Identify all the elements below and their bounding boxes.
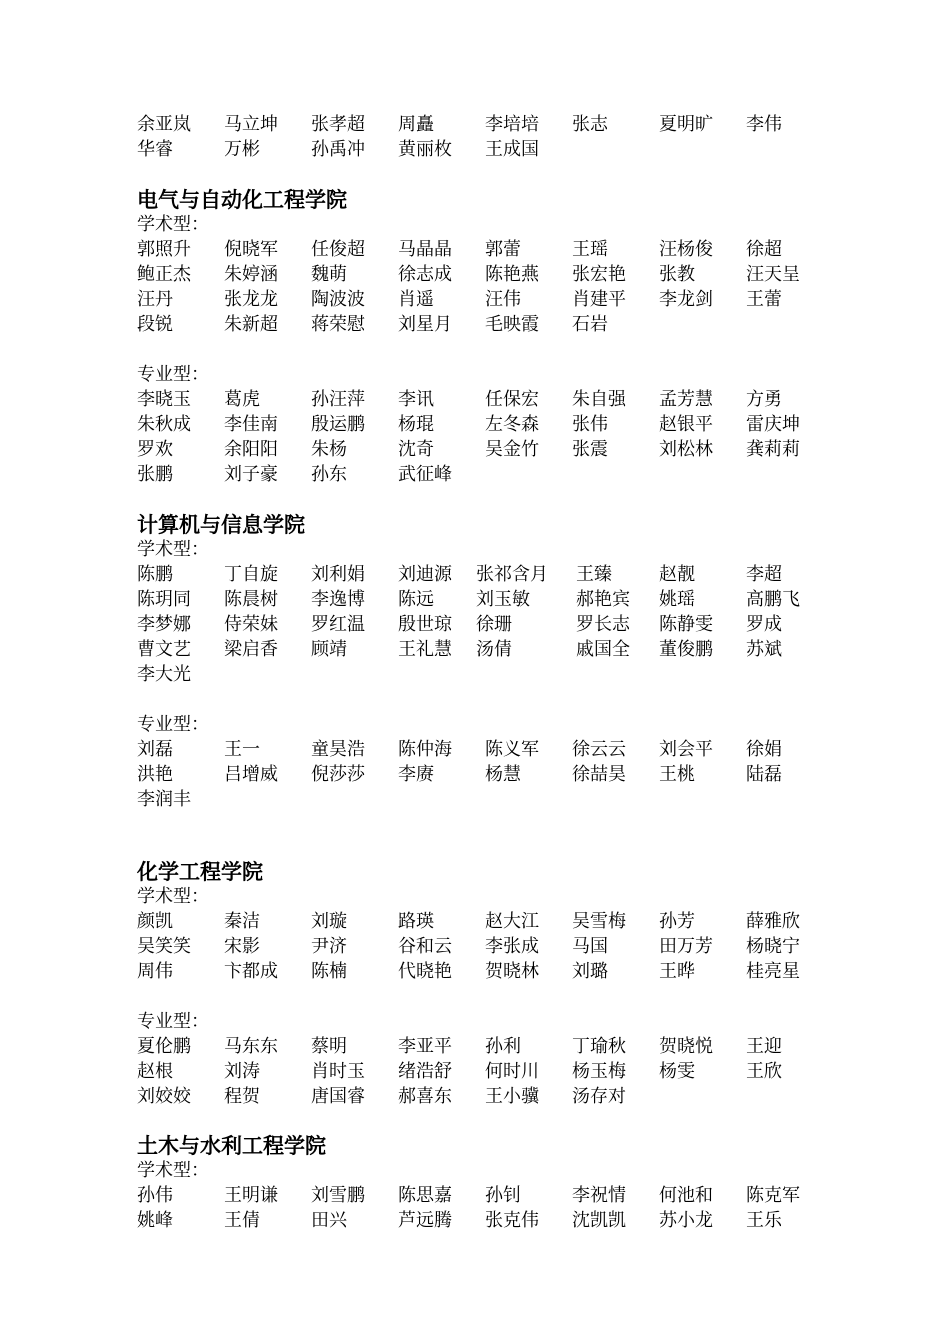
name-cell: 路瑛 xyxy=(398,911,434,932)
name-cell: 朱婷涵 xyxy=(224,264,278,285)
name-row xyxy=(0,437,950,462)
name-cell: 孙禹冲 xyxy=(311,139,365,160)
section-heading: 化学工程学院 xyxy=(137,860,263,884)
name-cell: 丁自旋 xyxy=(224,564,278,585)
name-cell: 郝喜东 xyxy=(398,1086,452,1107)
name-cell: 刘雪鹏 xyxy=(311,1185,365,1206)
name-cell: 苏小龙 xyxy=(659,1210,713,1231)
group-label: 学术型： xyxy=(137,539,209,560)
name-cell: 陈义军 xyxy=(485,739,539,760)
name-cell: 夏伦鹏 xyxy=(137,1036,191,1057)
name-cell: 陈艳燕 xyxy=(485,264,539,285)
name-row xyxy=(0,737,950,762)
name-cell: 郭照升 xyxy=(137,239,191,260)
name-cell: 李张成 xyxy=(485,936,539,957)
name-cell: 陈楠 xyxy=(311,961,347,982)
name-row xyxy=(0,959,950,984)
name-cell: 刘利娟 xyxy=(311,564,365,585)
name-cell: 方勇 xyxy=(746,389,782,410)
name-cell: 王桃 xyxy=(659,764,695,785)
name-cell: 孙芳 xyxy=(659,911,695,932)
name-cell: 刘星月 xyxy=(398,314,452,335)
name-cell: 黄丽枚 xyxy=(398,139,452,160)
name-row xyxy=(0,1208,950,1233)
name-row xyxy=(0,762,950,787)
name-cell: 余阳阳 xyxy=(224,439,278,460)
name-cell: 朱秋成 xyxy=(137,414,191,435)
name-cell: 刘玉敏 xyxy=(476,589,530,610)
name-cell: 杨玉梅 xyxy=(572,1061,626,1082)
name-cell: 殷世琼 xyxy=(398,614,452,635)
name-cell: 程贺 xyxy=(224,1086,260,1107)
name-cell: 徐超 xyxy=(746,239,782,260)
name-cell: 徐珊 xyxy=(476,614,512,635)
name-cell: 朱新超 xyxy=(224,314,278,335)
name-cell: 郝艳宾 xyxy=(576,589,630,610)
name-cell: 陈鹏 xyxy=(137,564,173,585)
name-cell: 王欣 xyxy=(746,1061,782,1082)
name-cell: 姚瑶 xyxy=(659,589,695,610)
name-cell: 陈仲海 xyxy=(398,739,452,760)
name-cell: 李祝情 xyxy=(572,1185,626,1206)
name-cell: 宋影 xyxy=(224,936,260,957)
name-cell: 高鹏飞 xyxy=(746,589,800,610)
name-cell: 刘会平 xyxy=(659,739,713,760)
name-cell: 孙钊 xyxy=(485,1185,521,1206)
name-cell: 刘磊 xyxy=(137,739,173,760)
name-cell: 杨雯 xyxy=(659,1061,695,1082)
name-cell: 李讯 xyxy=(398,389,434,410)
name-cell: 张龙龙 xyxy=(224,289,278,310)
name-cell: 王臻 xyxy=(576,564,612,585)
name-cell: 唐国睿 xyxy=(311,1086,365,1107)
name-row xyxy=(0,1034,950,1059)
name-cell: 童昊浩 xyxy=(311,739,365,760)
group-label: 学术型： xyxy=(137,1160,209,1181)
name-cell: 张志 xyxy=(572,114,608,135)
name-cell: 毛映霞 xyxy=(485,314,539,335)
name-cell: 杨琨 xyxy=(398,414,434,435)
name-row xyxy=(0,1183,950,1208)
name-row xyxy=(0,462,950,487)
name-cell: 陈思嘉 xyxy=(398,1185,452,1206)
name-cell: 贺晓林 xyxy=(485,961,539,982)
name-cell: 王礼慧 xyxy=(398,639,452,660)
name-cell: 张鹏 xyxy=(137,464,173,485)
name-cell: 吴金竹 xyxy=(485,439,539,460)
name-cell: 丁瑜秋 xyxy=(572,1036,626,1057)
name-row xyxy=(0,934,950,959)
name-cell: 魏萌 xyxy=(311,264,347,285)
name-row xyxy=(0,587,950,612)
name-row xyxy=(0,262,950,287)
name-cell: 刘子豪 xyxy=(224,464,278,485)
name-cell: 李伟 xyxy=(746,114,782,135)
name-cell: 刘松林 xyxy=(659,439,713,460)
name-cell: 马立坤 xyxy=(224,114,278,135)
name-cell: 王一 xyxy=(224,739,260,760)
name-cell: 肖时玉 xyxy=(311,1061,365,1082)
name-cell: 李佳南 xyxy=(224,414,278,435)
name-cell: 陈晨树 xyxy=(224,589,278,610)
name-cell: 朱杨 xyxy=(311,439,347,460)
name-row xyxy=(0,287,950,312)
name-cell: 鲍正杰 xyxy=(137,264,191,285)
name-cell: 陈静雯 xyxy=(659,614,713,635)
name-cell: 刘迪源 xyxy=(398,564,452,585)
name-cell: 殷运鹏 xyxy=(311,414,365,435)
name-cell: 倪莎莎 xyxy=(311,764,365,785)
section-heading: 土木与水利工程学院 xyxy=(137,1134,326,1158)
group-label: 学术型： xyxy=(137,214,209,235)
name-cell: 桂亮星 xyxy=(746,961,800,982)
name-cell: 雷庆坤 xyxy=(746,414,800,435)
name-cell: 李梦娜 xyxy=(137,614,191,635)
name-row xyxy=(0,1084,950,1109)
name-cell: 马东东 xyxy=(224,1036,278,1057)
name-cell: 陈克军 xyxy=(746,1185,800,1206)
name-cell: 何时川 xyxy=(485,1061,539,1082)
name-cell: 尹济 xyxy=(311,936,347,957)
name-cell: 马晶晶 xyxy=(398,239,452,260)
name-cell: 李亚平 xyxy=(398,1036,452,1057)
name-cell: 田兴 xyxy=(311,1210,347,1231)
name-cell: 王晔 xyxy=(659,961,695,982)
name-cell: 孟芳慧 xyxy=(659,389,713,410)
name-row xyxy=(0,237,950,262)
name-cell: 苏斌 xyxy=(746,639,782,660)
name-cell: 孙伟 xyxy=(137,1185,173,1206)
name-cell: 王乐 xyxy=(746,1210,782,1231)
name-cell: 刘璐 xyxy=(572,961,608,982)
name-cell: 李润丰 xyxy=(137,789,191,810)
name-cell: 汪杨俊 xyxy=(659,239,713,260)
name-cell: 罗红温 xyxy=(311,614,365,635)
name-cell: 孙利 xyxy=(485,1036,521,1057)
name-cell: 张震 xyxy=(572,439,608,460)
name-cell: 汪丹 xyxy=(137,289,173,310)
name-cell: 徐娟 xyxy=(746,739,782,760)
name-cell: 代晓艳 xyxy=(398,961,452,982)
name-cell: 石岩 xyxy=(572,314,608,335)
name-cell: 左冬森 xyxy=(485,414,539,435)
name-cell: 吕增威 xyxy=(224,764,278,785)
name-cell: 陈远 xyxy=(398,589,434,610)
name-cell: 卞都成 xyxy=(224,961,278,982)
name-cell: 张伟 xyxy=(572,414,608,435)
name-cell: 王蕾 xyxy=(746,289,782,310)
name-cell: 任俊超 xyxy=(311,239,365,260)
name-cell: 汤倩 xyxy=(476,639,512,660)
name-cell: 陆磊 xyxy=(746,764,782,785)
name-cell: 夏明旷 xyxy=(659,114,713,135)
name-cell: 华睿 xyxy=(137,139,173,160)
name-cell: 汪伟 xyxy=(485,289,521,310)
name-cell: 蔡明 xyxy=(311,1036,347,1057)
group-label: 专业型： xyxy=(137,364,209,385)
name-cell: 杨慧 xyxy=(485,764,521,785)
name-cell: 李大光 xyxy=(137,664,191,685)
name-cell: 蒋荣慰 xyxy=(311,314,365,335)
name-cell: 肖遥 xyxy=(398,289,434,310)
name-cell: 赵靓 xyxy=(659,564,695,585)
name-cell: 徐云云 xyxy=(572,739,626,760)
name-cell: 赵大江 xyxy=(485,911,539,932)
group-label: 学术型： xyxy=(137,886,209,907)
name-cell: 武征峰 xyxy=(398,464,452,485)
name-cell: 罗成 xyxy=(746,614,782,635)
name-cell: 梁启香 xyxy=(224,639,278,660)
name-cell: 周矗 xyxy=(398,114,434,135)
name-cell: 何池和 xyxy=(659,1185,713,1206)
name-cell: 徐喆昊 xyxy=(572,764,626,785)
name-cell: 戚国全 xyxy=(576,639,630,660)
name-row xyxy=(0,312,950,337)
name-cell: 周伟 xyxy=(137,961,173,982)
name-cell: 侍荣妹 xyxy=(224,614,278,635)
name-cell: 李超 xyxy=(746,564,782,585)
name-cell: 王成国 xyxy=(485,139,539,160)
name-row xyxy=(0,412,950,437)
name-cell: 颜凯 xyxy=(137,911,173,932)
name-cell: 汪天呈 xyxy=(746,264,800,285)
name-cell: 张孝超 xyxy=(311,114,365,135)
name-cell: 朱自强 xyxy=(572,389,626,410)
name-cell: 孙汪萍 xyxy=(311,389,365,410)
name-cell: 李龙剑 xyxy=(659,289,713,310)
name-cell: 万彬 xyxy=(224,139,260,160)
name-row xyxy=(0,1059,950,1084)
name-row xyxy=(0,562,950,587)
name-cell: 刘姣姣 xyxy=(137,1086,191,1107)
name-cell: 张祁含月 xyxy=(476,564,548,585)
name-cell: 罗欢 xyxy=(137,439,173,460)
name-cell: 谷和云 xyxy=(398,936,452,957)
name-cell: 吴笑笑 xyxy=(137,936,191,957)
name-cell: 田万芳 xyxy=(659,936,713,957)
group-label: 专业型： xyxy=(137,1011,209,1032)
name-cell: 赵银平 xyxy=(659,414,713,435)
name-cell: 李逸博 xyxy=(311,589,365,610)
name-cell: 张克伟 xyxy=(485,1210,539,1231)
name-cell: 李赓 xyxy=(398,764,434,785)
name-cell: 绪浩舒 xyxy=(398,1061,452,1082)
name-cell: 曹文艺 xyxy=(137,639,191,660)
name-cell: 张教 xyxy=(659,264,695,285)
name-cell: 王倩 xyxy=(224,1210,260,1231)
name-cell: 洪艳 xyxy=(137,764,173,785)
name-row xyxy=(0,387,950,412)
name-cell: 肖建平 xyxy=(572,289,626,310)
name-cell: 马国 xyxy=(572,936,608,957)
name-cell: 郭蕾 xyxy=(485,239,521,260)
group-label: 专业型： xyxy=(137,714,209,735)
name-cell: 刘涛 xyxy=(224,1061,260,1082)
name-row xyxy=(0,637,950,662)
name-row xyxy=(0,662,950,687)
name-cell: 芦远腾 xyxy=(398,1210,452,1231)
name-cell: 沈凯凯 xyxy=(572,1210,626,1231)
name-cell: 任保宏 xyxy=(485,389,539,410)
name-row xyxy=(0,612,950,637)
name-cell: 王明谦 xyxy=(224,1185,278,1206)
name-cell: 徐志成 xyxy=(398,264,452,285)
name-cell: 张宏艳 xyxy=(572,264,626,285)
name-row xyxy=(0,787,950,812)
name-cell: 段锐 xyxy=(137,314,173,335)
name-cell: 董俊鹏 xyxy=(659,639,713,660)
name-cell: 陈玥同 xyxy=(137,589,191,610)
name-cell: 王瑶 xyxy=(572,239,608,260)
name-cell: 秦洁 xyxy=(224,911,260,932)
name-cell: 姚峰 xyxy=(137,1210,173,1231)
name-cell: 王小骥 xyxy=(485,1086,539,1107)
name-cell: 王迎 xyxy=(746,1036,782,1057)
name-cell: 沈奇 xyxy=(398,439,434,460)
name-cell: 李培培 xyxy=(485,114,539,135)
section-heading: 电气与自动化工程学院 xyxy=(137,188,347,212)
name-cell: 贺晓悦 xyxy=(659,1036,713,1057)
name-cell: 吴雪梅 xyxy=(572,911,626,932)
name-cell: 陶波波 xyxy=(311,289,365,310)
name-cell: 孙东 xyxy=(311,464,347,485)
name-cell: 杨晓宁 xyxy=(746,936,800,957)
name-cell: 顾靖 xyxy=(311,639,347,660)
name-row xyxy=(0,909,950,934)
name-cell: 罗长志 xyxy=(576,614,630,635)
name-row xyxy=(0,137,950,162)
name-cell: 汤存对 xyxy=(572,1086,626,1107)
name-cell: 倪晓军 xyxy=(224,239,278,260)
name-row xyxy=(0,112,950,137)
name-cell: 龚莉莉 xyxy=(746,439,800,460)
name-cell: 赵根 xyxy=(137,1061,173,1082)
name-cell: 葛虎 xyxy=(224,389,260,410)
name-cell: 薛雅欣 xyxy=(746,911,800,932)
name-cell: 余亚岚 xyxy=(137,114,191,135)
section-heading: 计算机与信息学院 xyxy=(137,513,305,537)
name-cell: 刘璇 xyxy=(311,911,347,932)
name-cell: 李晓玉 xyxy=(137,389,191,410)
